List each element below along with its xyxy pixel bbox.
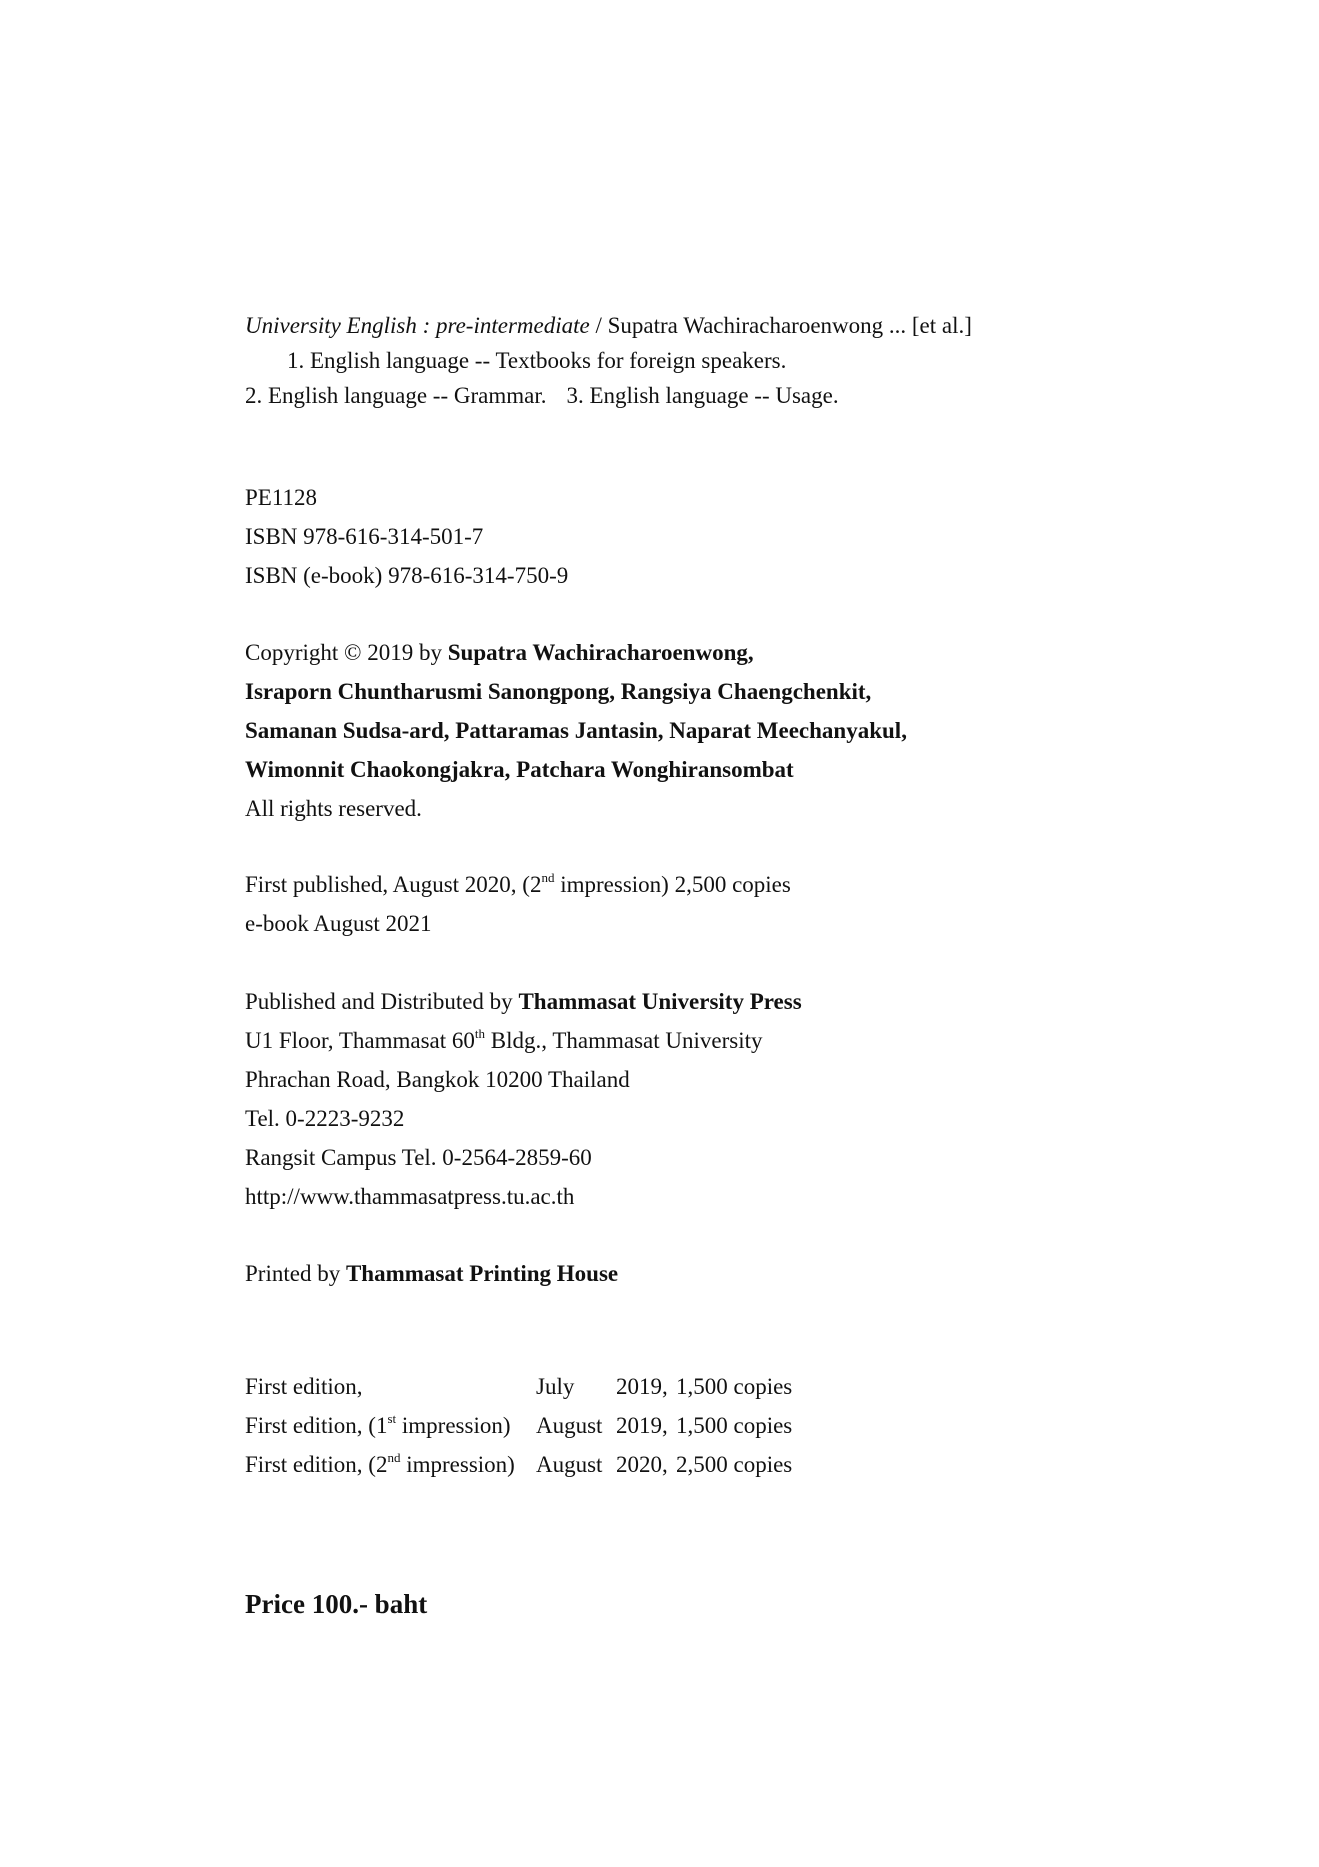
ebook-date: e-book August 2021: [245, 911, 432, 936]
publisher-prefix: Published and Distributed by: [245, 989, 519, 1014]
edition-year: 2020,: [616, 1452, 668, 1477]
edition-month: August: [536, 1413, 603, 1438]
publisher-address-2: Phrachan Road, Bangkok 10200 Thailand: [245, 1067, 630, 1092]
edition-copies: 1,500 copies: [676, 1413, 793, 1438]
subject-heading-3: 3. English language -- Usage.: [566, 383, 839, 408]
call-numbers: [245, 478, 1245, 595]
first-published-suffix: impression) 2,500 copies: [554, 872, 791, 897]
rights-reserved: All rights reserved.: [245, 796, 422, 821]
publisher-info: [245, 982, 1245, 1216]
subject-heading-1: 1. English language -- Textbooks for foreign speakers.: [287, 348, 787, 373]
edition-row: [245, 1445, 1245, 1484]
price-text: Price 100.- baht: [245, 1589, 428, 1619]
printer-prefix: Printed by: [245, 1261, 346, 1286]
publication-info: [245, 865, 1245, 943]
first-published: [245, 865, 1245, 904]
printer-line: [245, 1254, 1245, 1293]
book-authors: / Supatra Wachiracharoenwong ... [et al.]: [589, 313, 972, 338]
classification-number: PE1128: [245, 485, 317, 510]
edition-label-prefix: First edition,: [245, 1374, 363, 1399]
publisher-url: http://www.thammasatpress.tu.ac.th: [245, 1184, 575, 1209]
publisher-line: [245, 982, 1245, 1021]
edition-label-sup: st: [387, 1411, 397, 1427]
subject-heading-line: [245, 378, 1245, 413]
copyright-notice: [245, 633, 1245, 828]
publisher-name: Thammasat University Press: [518, 989, 802, 1014]
publisher-rangsit-tel: Rangsit Campus Tel. 0-2564-2859-60: [245, 1145, 592, 1170]
cataloging-title-line: [245, 308, 1245, 343]
edition-label-sup: nd: [387, 1450, 401, 1466]
address1-sup: th: [474, 1026, 486, 1042]
book-title: University English : pre-intermediate: [245, 313, 590, 338]
edition-year: 2019,: [616, 1413, 668, 1438]
copyright-author-4: Wimonnit Chaokongjakra, Patchara Wonghiransombat: [245, 757, 794, 782]
edition-month: July: [536, 1374, 575, 1399]
first-published-prefix: First published, August 2020, (2: [245, 872, 542, 897]
copyright-prefix: Copyright © 2019 by: [245, 640, 448, 665]
publisher-address-1: [245, 1021, 1245, 1060]
edition-label-prefix: First edition, (1: [245, 1413, 388, 1438]
printer-name: Thammasat Printing House: [345, 1261, 619, 1286]
copyright-author-2: Israporn Chuntharusmi Sanongpong, Rangsiya Chaengchenkit,: [245, 679, 872, 704]
edition-row: [245, 1367, 1245, 1406]
edition-label-suffix: impression): [396, 1413, 511, 1438]
edition-history: [245, 1367, 1245, 1484]
edition-label: [245, 1367, 536, 1406]
copyright-line-1: [245, 633, 1245, 672]
cataloging-entry: [245, 308, 1245, 413]
address1-prefix: U1 Floor, Thammasat 60: [245, 1028, 475, 1053]
subject-heading-2: 2. English language -- Grammar.: [245, 383, 547, 408]
publisher-tel: Tel. 0-2223-9232: [245, 1106, 405, 1131]
edition-year: 2019,: [616, 1374, 668, 1399]
edition-month: August: [536, 1452, 603, 1477]
copyright-author-3: Samanan Sudsa-ard, Pattaramas Jantasin, Naparat Meechanyakul,: [245, 718, 907, 743]
isbn-ebook: ISBN (e-book) 978-616-314-750-9: [245, 563, 569, 588]
edition-label-prefix: First edition, (2: [245, 1452, 388, 1477]
copyright-author-1: Supatra Wachiracharoenwong,: [447, 640, 754, 665]
edition-label-suffix: impression): [400, 1452, 515, 1477]
edition-row: [245, 1406, 1245, 1445]
edition-label: [245, 1406, 536, 1445]
edition-copies: 2,500 copies: [676, 1452, 793, 1477]
address1-suffix: Bldg., Thammasat University: [485, 1028, 763, 1053]
price: [245, 1584, 1245, 1624]
first-published-sup: nd: [541, 870, 555, 886]
edition-copies: 1,500 copies: [676, 1374, 793, 1399]
printer-info: [245, 1254, 1245, 1293]
isbn: ISBN 978-616-314-501-7: [245, 524, 484, 549]
edition-label: [245, 1445, 536, 1484]
